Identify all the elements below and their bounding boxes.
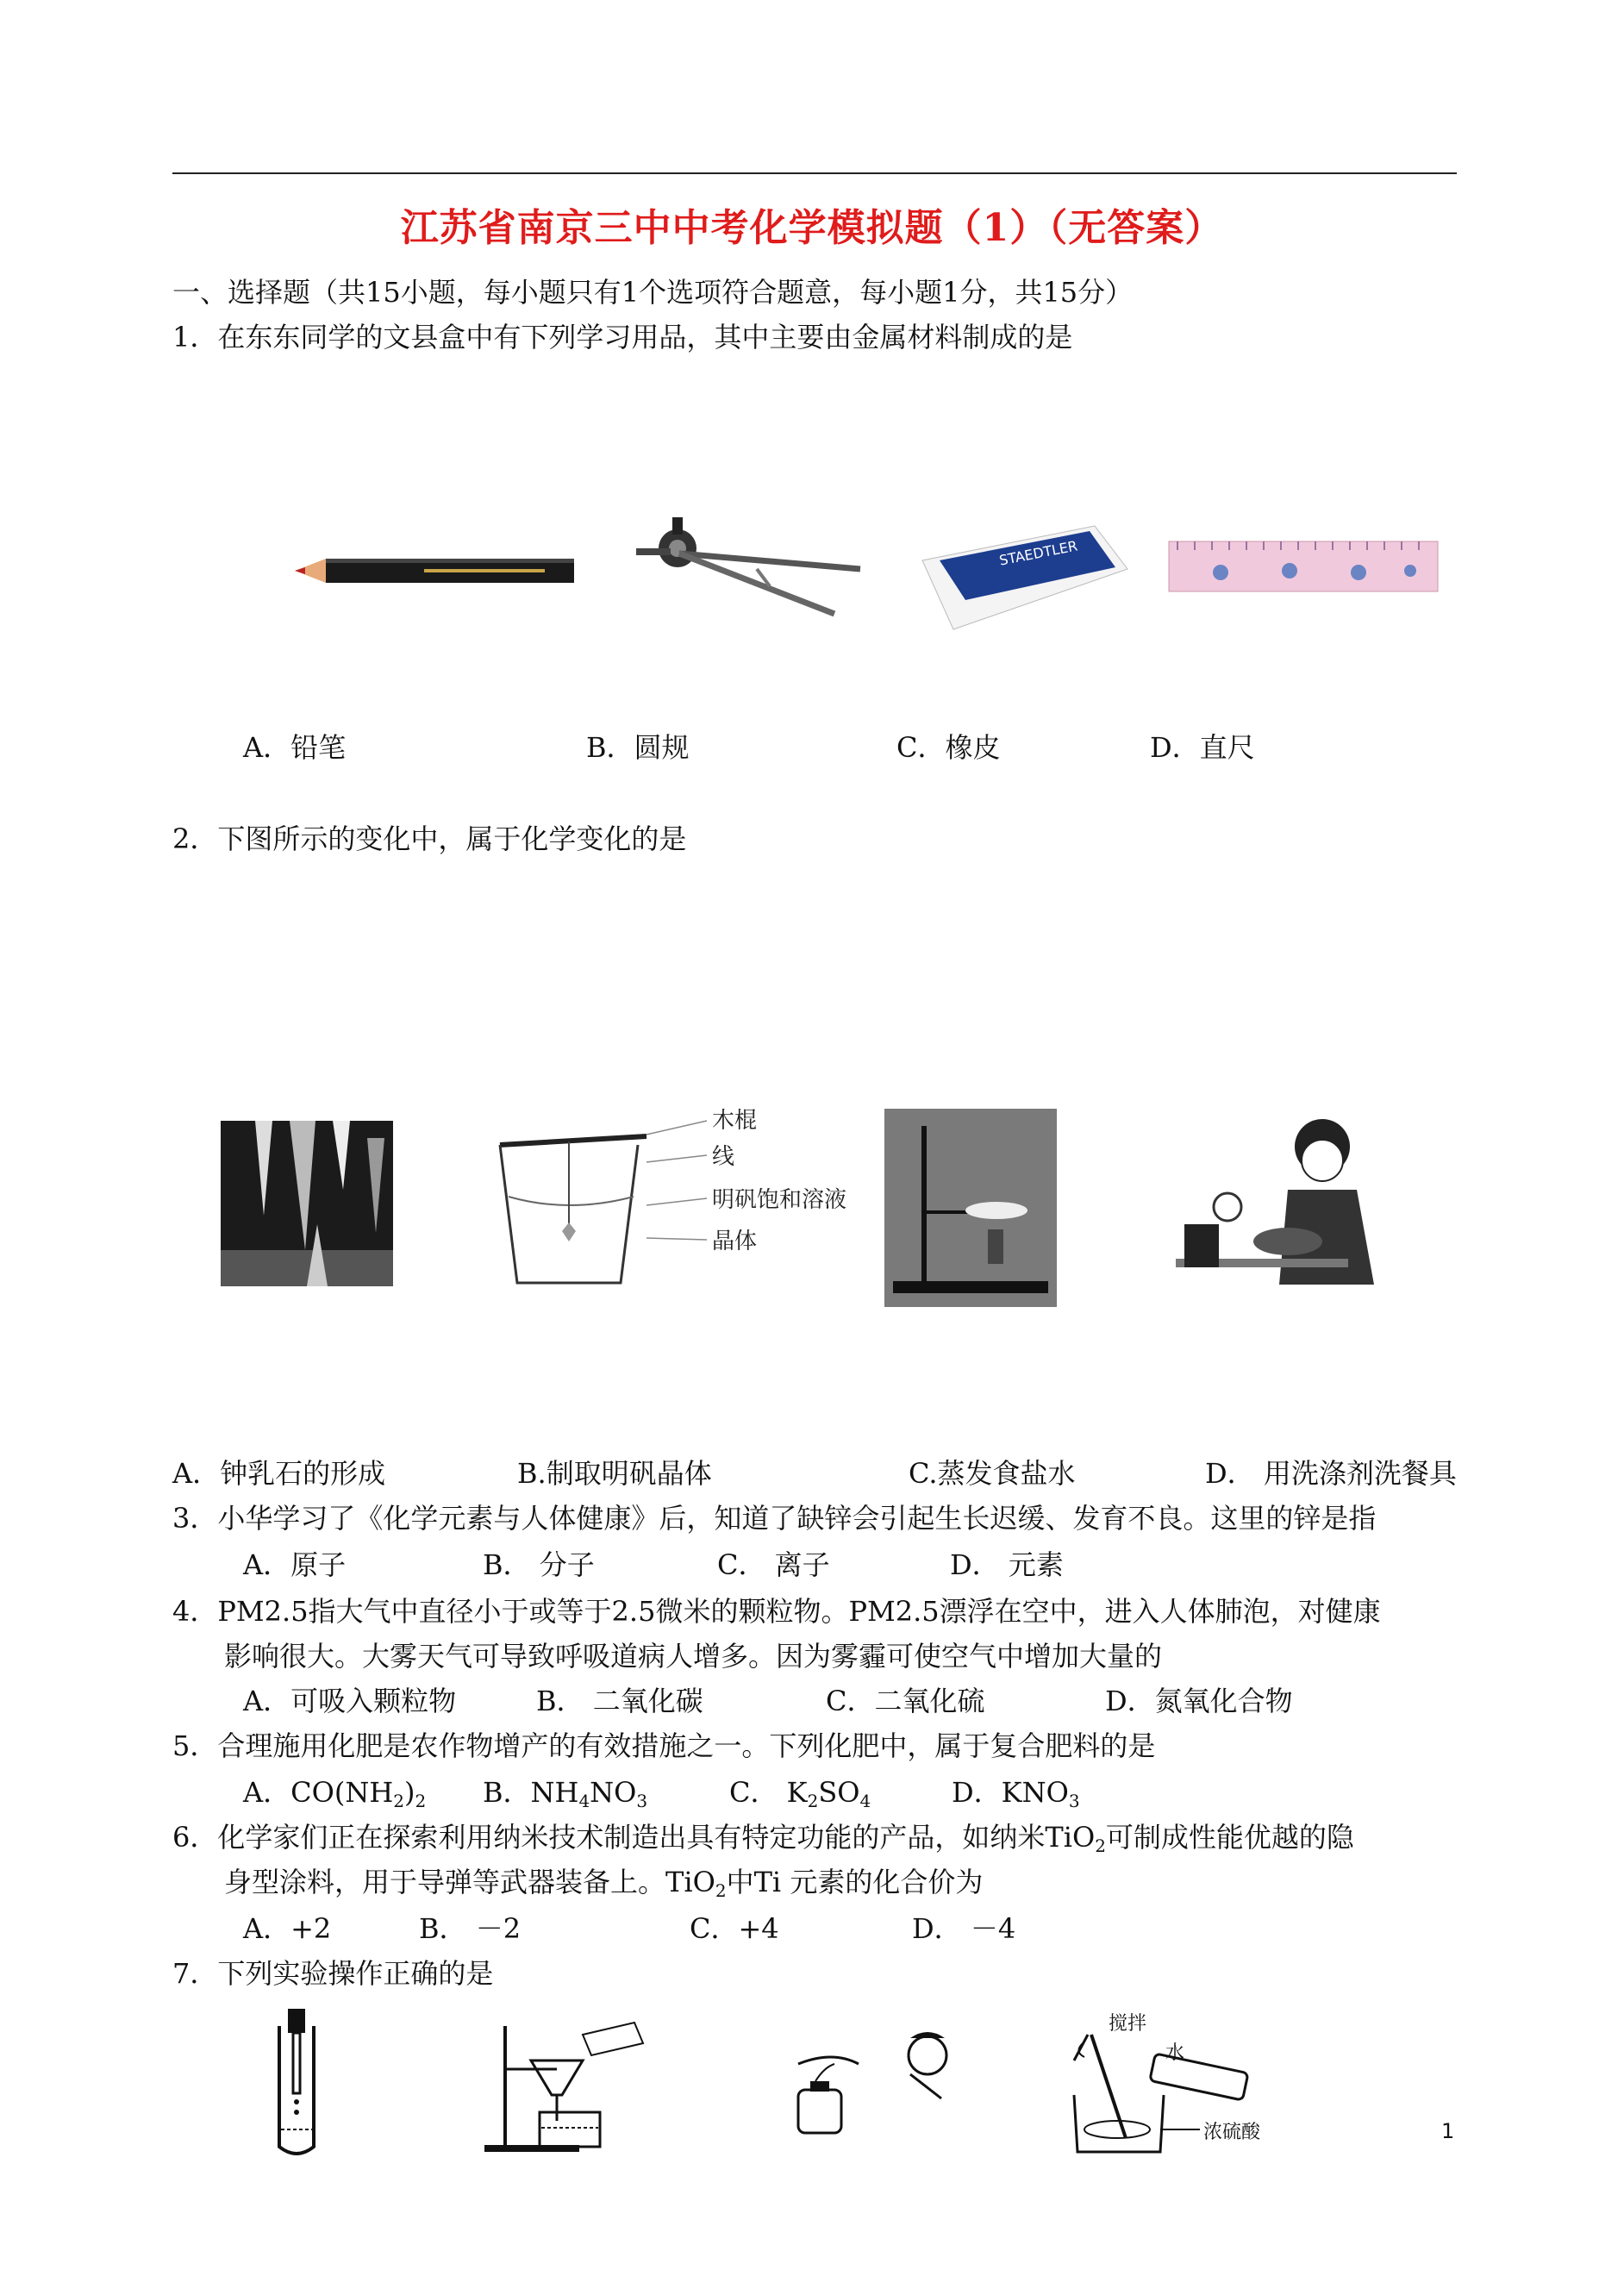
stalactite-image xyxy=(221,1121,393,1286)
label-conc-acid: 浓硫酸 xyxy=(1203,2122,1261,2143)
q6-option-c: C．+4 xyxy=(690,1912,779,1945)
q4-option-d: D．氮氧化合物 xyxy=(1105,1685,1293,1717)
q1-option-b: B．圆规 xyxy=(586,731,690,764)
q5-stem: 5．合理施用化肥是农作物增产的有效措施之一。下列化肥中，属于复合肥料的是 xyxy=(172,1729,1156,1762)
q6-stem-line2: 身型涂料，用于导弹等武器装备上。TiO$_2$中Ti 元素的化合价为 xyxy=(224,1866,984,1901)
compass-image xyxy=(628,517,869,629)
smelling-gas-figure xyxy=(781,2029,962,2142)
q4-option-c: C．二氧化硫 xyxy=(826,1685,985,1717)
q3-option-a: A．原子 xyxy=(243,1548,347,1581)
eraser-image xyxy=(922,526,1127,629)
q6-option-b: B． －2 xyxy=(419,1912,522,1945)
q3-option-c: C． 离子 xyxy=(717,1548,830,1581)
label-crystal: 晶体 xyxy=(712,1229,758,1254)
evaporation-image xyxy=(884,1109,1057,1307)
q1-option-d: D．直尺 xyxy=(1150,731,1255,764)
q2-option-b: B.制取明矾晶体 xyxy=(517,1457,712,1490)
q7-stem: 7．下列实验操作正确的是 xyxy=(172,1957,494,1990)
q1-option-c: C．橡皮 xyxy=(896,731,1001,764)
q6-option-a: A．+2 xyxy=(243,1912,332,1945)
label-water: 水 xyxy=(1165,2042,1185,2064)
q3-option-b: B． 分子 xyxy=(483,1548,595,1581)
q2-option-a: A．钟乳石的形成 xyxy=(172,1457,386,1490)
q5-option-c: C． $K_2SO_4$ xyxy=(729,1776,871,1811)
dilute-sulfuric-acid-figure xyxy=(1065,2009,1281,2161)
q2-stem: 2．下图所示的变化中，属于化学变化的是 xyxy=(172,822,687,855)
alum-crystal-figure xyxy=(483,1108,847,1300)
q6-stem-line1: 6．化学家们正在探索利用纳米技术制造出具有特定功能的产品，如纳米TiO$_2$可制成性能优越的隐 xyxy=(172,1821,1354,1856)
dropper-test-tube-figure xyxy=(262,2009,331,2157)
q2-option-d: D． 用洗涤剂洗餐具 xyxy=(1205,1457,1457,1490)
section-heading: 一、选择题（共15小题，每小题只有1个选项符合题意，每小题1分，共15分） xyxy=(172,276,1134,309)
q1-option-a: A．铅笔 xyxy=(243,731,347,764)
q3-stem: 3．小华学习了《化学元素与人体健康》后，知道了缺锌会引起生长迟缓、发育不良。这里的锌是指 xyxy=(172,1502,1377,1535)
q4-option-b: B． 二氧化碳 xyxy=(536,1685,703,1717)
label-stick: 木棍 xyxy=(712,1108,758,1134)
pencil-image xyxy=(295,552,576,586)
q3-option-d: D． 元素 xyxy=(950,1548,1064,1581)
label-stir: 搅拌 xyxy=(1109,2013,1147,2035)
page-title: 江苏省南京三中中考化学模拟题（1）（无答案） xyxy=(400,206,1224,250)
eraser-brand-text: STAEDTLER xyxy=(997,537,1079,569)
filtration-figure xyxy=(479,2017,652,2155)
q2-option-c: C.蒸发食盐水 xyxy=(909,1457,1076,1490)
q5-option-d: D．$KNO_3$ xyxy=(952,1776,1080,1811)
label-solution: 明矾饱和溶液 xyxy=(712,1187,847,1213)
q1-stem: 1．在东东同学的文县盒中有下列学习用品，其中主要由金属材料制成的是 xyxy=(172,321,1073,353)
page-number: 1 xyxy=(1441,2119,1455,2143)
q4-stem-line1: 4．PM2.5指大气中直径小于或等于2.5微米的颗粒物。PM2.5漂浮在空中，进入人体肺泡，对健康 xyxy=(172,1595,1381,1628)
header-rule xyxy=(172,172,1457,174)
q5-option-a: A．$CO(NH_2)_2$ xyxy=(243,1776,427,1811)
q5-option-b: B．$NH_4NO_3$ xyxy=(483,1776,648,1811)
q6-option-d: D． －4 xyxy=(912,1912,1016,1945)
ruler-image xyxy=(1169,541,1438,591)
washing-dishes-image xyxy=(1176,1112,1400,1302)
q4-option-a: A．可吸入颗粒物 xyxy=(243,1685,457,1717)
label-thread: 线 xyxy=(712,1144,735,1170)
q4-stem-line2: 影响很大。大雾天气可导致呼吸道病人增多。因为雾霾可使空气中增加大量的 xyxy=(224,1640,1163,1673)
